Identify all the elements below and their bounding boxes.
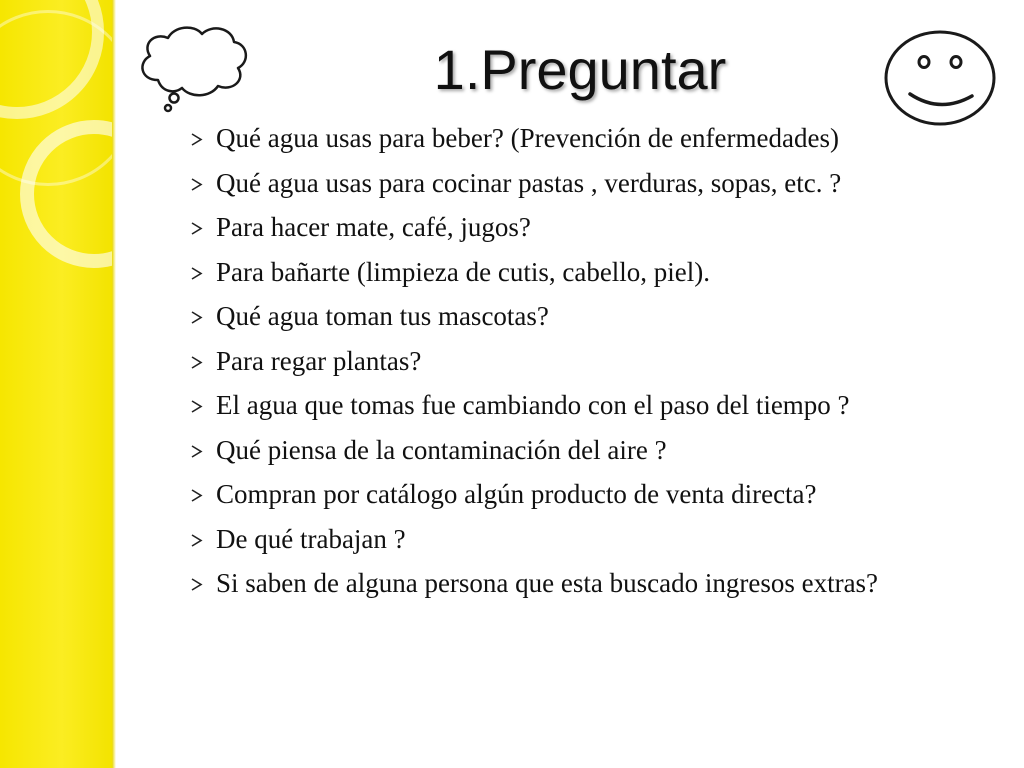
- arrow-bullet-icon: [190, 311, 203, 324]
- question-text: Qué piensa de la contaminación del aire ?: [216, 434, 667, 465]
- question-list: [186, 122, 1006, 612]
- yellow-side-band: [0, 0, 112, 768]
- arrow-bullet-icon: [190, 489, 203, 502]
- arrow-bullet-icon: [190, 133, 203, 146]
- slide-title: 1.Preguntar: [433, 38, 727, 101]
- question-text: Qué agua usas para cocinar pastas , verduras, sopas, etc. ?: [216, 167, 842, 198]
- question-text: Para hacer mate, café, jugos?: [216, 212, 531, 242]
- list-item: [186, 523, 1006, 555]
- arrow-bullet-icon: [190, 178, 203, 191]
- smiley-face-icon: [882, 28, 998, 128]
- list-item: [186, 345, 1006, 377]
- list-item: [186, 389, 1006, 421]
- thought-bubble-icon: [134, 22, 252, 114]
- question-text: Qué agua toman tus mascotas?: [216, 301, 549, 331]
- arrow-bullet-icon: [190, 267, 203, 280]
- arrow-bullet-icon: [190, 445, 203, 458]
- arrow-bullet-icon: [190, 400, 203, 413]
- arrow-bullet-icon: [190, 222, 203, 235]
- list-item: [186, 256, 1006, 288]
- question-text: Si saben de alguna persona que esta buscado ingresos extras?: [216, 568, 879, 598]
- arrow-bullet-icon: [190, 356, 203, 369]
- question-text: Para bañarte (limpieza de cutis, cabello, piel).: [216, 256, 711, 287]
- list-item: [186, 567, 1006, 599]
- arrow-bullet-icon: [190, 534, 203, 547]
- band-edge-shadow: [112, 0, 116, 768]
- question-text: De qué trabajan ?: [216, 523, 406, 554]
- question-text: Compran por catálogo algún producto de venta directa?: [216, 479, 817, 509]
- list-item: [186, 434, 1006, 466]
- list-item: [186, 211, 1006, 243]
- list-item: [186, 300, 1006, 332]
- list-item: [186, 478, 1006, 510]
- list-item: [186, 167, 1006, 199]
- list-item: [186, 122, 1006, 154]
- question-text: Qué agua usas para beber? (Prevención de enfermedades): [216, 123, 839, 153]
- question-text: El agua que tomas fue cambiando con el paso del tiempo ?: [216, 390, 850, 420]
- arrow-bullet-icon: [190, 578, 203, 591]
- question-text: Para regar plantas?: [216, 345, 422, 376]
